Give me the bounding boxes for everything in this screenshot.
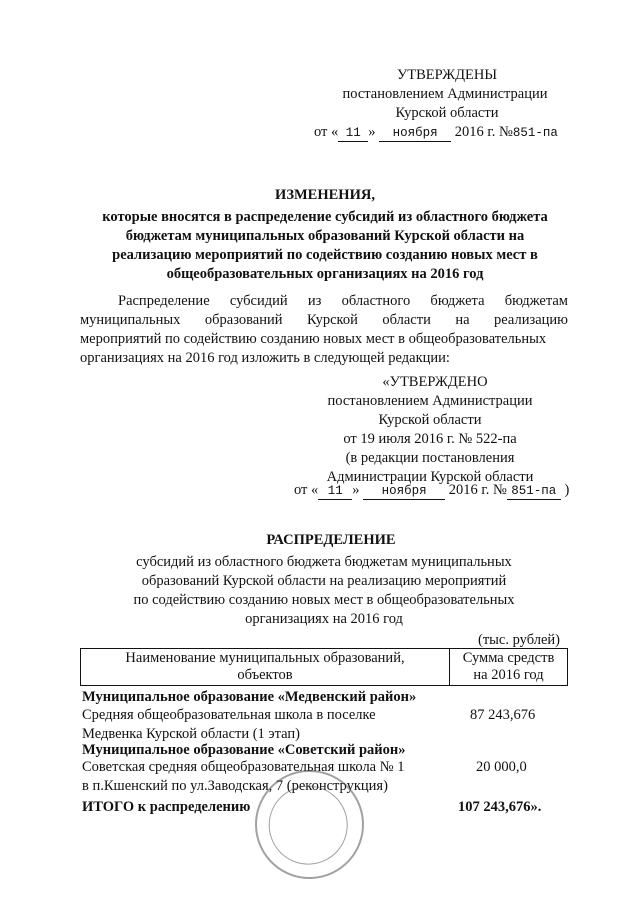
date-mid: » — [368, 124, 376, 140]
approved-line-original-date: от 19 июля 2016 г. № 522-па — [343, 431, 517, 447]
approved-line-region: Курской области — [378, 412, 482, 428]
intro-line-3: мероприятий по содействию созданию новых мест в общеобразовательных — [80, 331, 547, 347]
intro-line-4: организациях на 2016 год изложить в следующей редакции: — [80, 350, 450, 366]
units-label: (тыс. рублей) — [478, 632, 560, 648]
changes-title — [60, 186, 590, 284]
approved-date-day: 11 — [318, 484, 352, 500]
distribution-line-1: субсидий из областного бюджета бюджетам муниципальных — [136, 554, 512, 570]
school-medvenka — [82, 706, 376, 744]
district-sovetsky: Муниципальное образование «Советский район» — [82, 742, 406, 758]
changes-heading: ИЗМЕНЕНИЯ, — [275, 187, 375, 203]
changes-line-4: общеобразовательных организациях на 2016 год — [166, 266, 484, 282]
approved-title: «УТВЕРЖДЕНО — [382, 374, 488, 390]
approval-date-line — [300, 123, 590, 143]
column-header-amount — [450, 649, 568, 686]
approved-date-line — [294, 481, 569, 500]
changes-line-2: бюджетам муниципальных образований Курской области на — [125, 228, 525, 244]
approval-title: УТВЕРЖДЕНЫ — [396, 67, 498, 83]
distribution-line-3: по содействию созданию новых мест в общеобразовательных — [133, 592, 515, 608]
intro-line-1: Распределение субсидий из областного бюджета бюджетам — [118, 293, 568, 309]
total-label: ИТОГО к распределению — [82, 799, 251, 815]
column-header-name-line-2: объектов — [237, 667, 293, 683]
school-medvenka-line-1: Средняя общеобразовательная школа в поселке — [82, 707, 376, 723]
school-kshensky — [82, 758, 404, 796]
school-medvenka-line-2: Медвенка Курской области (1 этап) — [82, 726, 300, 742]
school-kshensky-line-1: Советская средняя общеобразовательная школа № 1 — [82, 759, 405, 775]
intro-paragraph — [80, 292, 568, 368]
approved-block — [290, 373, 570, 487]
approval-header — [300, 66, 590, 143]
approved-date-year: 2016 г. № — [448, 482, 507, 498]
column-header-name — [81, 649, 450, 686]
changes-line-1: которые вносятся в распределение субсидий из областного бюджета — [102, 209, 548, 225]
distribution-title — [80, 531, 568, 629]
total-amount: 107 243,676». — [458, 799, 542, 815]
column-header-amount-line-2: на 2016 год — [473, 667, 544, 683]
approved-line-edition: (в редакции постановления — [345, 450, 515, 466]
decree-number: 851-па — [512, 126, 558, 140]
approved-date-month: ноября — [363, 484, 445, 500]
school-medvenka-amount: 87 243,676 — [470, 707, 536, 723]
stamp-inner-ring — [258, 774, 359, 875]
distribution-table-header — [80, 648, 568, 686]
date-month: ноября — [379, 126, 451, 142]
column-header-name-line-1: Наименование муниципальных образований, — [125, 650, 405, 666]
column-header-amount-line-1: Сумма средств — [462, 650, 555, 666]
approved-line-decree: постановлением Администрации — [327, 393, 533, 409]
distribution-heading: РАСПРЕДЕЛЕНИЕ — [266, 532, 396, 548]
distribution-line-4: организациях на 2016 год — [245, 611, 403, 627]
approved-close-paren: ) — [564, 482, 570, 498]
district-medvensky: Муниципальное образование «Медвенский район» — [82, 689, 417, 705]
date-year: 2016 г. № — [454, 124, 513, 140]
approved-line-admin: Администрации Курской области — [326, 469, 534, 485]
school-kshensky-line-2: в п.Кшенский по ул.Заводская, 7 (реконструкция) — [82, 778, 388, 794]
school-kshensky-amount: 20 000,0 — [476, 759, 527, 775]
approval-line-region: Курской области — [395, 105, 499, 121]
approved-date-prefix: от « — [294, 482, 319, 498]
approved-date-mid: » — [352, 482, 360, 498]
distribution-line-2: образований Курской области на реализацию мероприятий — [141, 573, 507, 589]
changes-line-3: реализацию мероприятий по содействию созданию новых мест в — [112, 247, 538, 263]
approved-decree-number: 851-па — [507, 484, 561, 500]
intro-line-2: муниципальных образований Курской области на реализацию — [80, 312, 568, 328]
date-day: 11 — [338, 126, 368, 142]
date-prefix: от « — [314, 124, 339, 140]
approval-line-decree: постановлением Администрации — [342, 86, 548, 102]
